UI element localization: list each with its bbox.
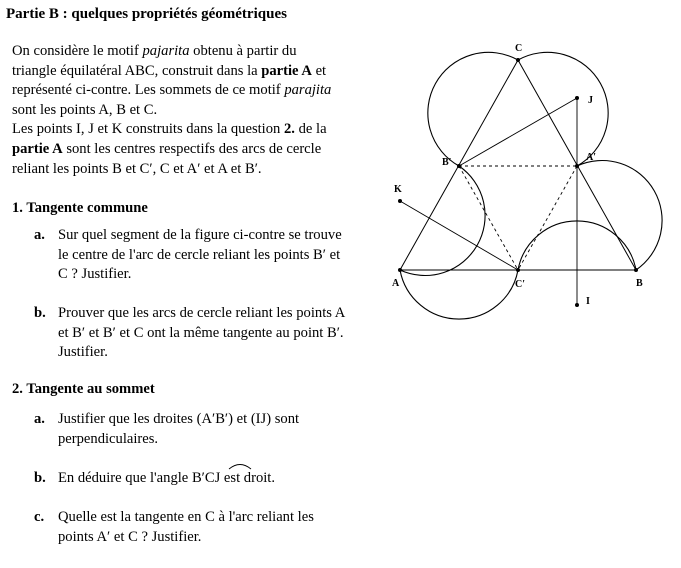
dashed-Aprime-Cprime [518, 166, 577, 270]
section-2-heading: 2. Tangente au sommet [12, 381, 155, 397]
label-Cprime: C′ [515, 279, 526, 290]
arc-Bprime-A [400, 166, 485, 275]
angle-notation: B′CJ [191, 470, 221, 486]
label-J: J [588, 95, 593, 106]
label-I: I [586, 296, 590, 307]
point-B [634, 268, 638, 272]
point-A [398, 268, 402, 272]
point-C [516, 58, 520, 62]
label-B: B [636, 278, 643, 289]
point-Cprime [516, 268, 520, 272]
page-title: Partie B : quelques propriétés géométriques [6, 6, 287, 22]
pajarita-figure [380, 30, 670, 320]
point-J [575, 96, 579, 100]
line-K-Cprime [400, 201, 518, 270]
section-1-heading: 1. Tangente commune [12, 200, 148, 216]
arc-C-Aprime-outer [518, 52, 608, 166]
point-I [575, 303, 579, 307]
intro-paragraph: On considère le motif pajarita obtenu à partir du triangle équilatéral ABC, construit dans la partie A et représenté ci-contre. Les sommets de ce motif parajita sont les points A, B et C. Les points I, J et K construits dans la question 2. de la partie A sont les centres respectifs des arcs de cercle reliant les points B et C′, C et A′ et A et B′. [12, 43, 332, 177]
arc-C-Bprime-outer [428, 52, 518, 166]
label-Bprime: B′ [442, 157, 452, 168]
label-K: K [394, 184, 402, 195]
dashed-Bprime-Cprime [459, 166, 518, 270]
line-Bprime-J [459, 98, 577, 166]
arc-A-Cprime [400, 270, 518, 319]
point-Bprime [457, 164, 461, 168]
label-Aprime: A′ [586, 152, 597, 163]
point-Aprime [575, 164, 579, 168]
angle-hat-icon [227, 462, 253, 470]
label-A: A [392, 278, 400, 289]
label-C: C [515, 43, 523, 54]
arc-B-Aprime [577, 161, 662, 270]
point-K [398, 199, 402, 203]
